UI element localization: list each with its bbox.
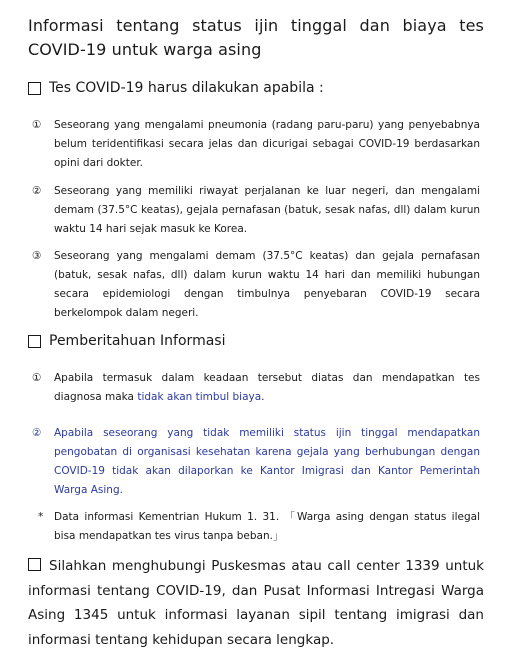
list-item (32, 116, 480, 173)
list-item-text: Seseorang yang memiliki riwayat perjalanan ke luar negeri, dan mengalami demam (37.5°C keatas), gejala pernafasan (batuk, sesak nafas, dll) dalam kurun waktu 14 hari sejak masuk ke Korea. (54, 185, 480, 235)
circled-number-2: ② (32, 185, 42, 197)
section-heading-information (28, 331, 225, 351)
list-item (32, 424, 480, 500)
section-heading-label: Tes COVID-19 harus dilakukan apabila : (49, 80, 324, 96)
list-item (32, 247, 480, 323)
checkbox-square-icon (28, 82, 41, 95)
free-of-charge-highlight: tidak akan timbul biaya (137, 391, 262, 403)
item-text-end: . (261, 391, 265, 403)
list-item (32, 369, 480, 407)
list-item (32, 182, 480, 239)
list-item-text: Apabila seseorang yang tidak memiliki status ijin tinggal mendapatkan pengobatan di organisasi kesehatan karena gejala yang berhubungan dengan COVID-19 tidak akan dilaporkan ke Kantor Imigrasi dan Kantor Pemerintah Warga Asing. (54, 427, 480, 496)
circled-number-1: ① (32, 119, 42, 131)
footnote-text: Data informasi Kementrian Hukum 1. 31. 「Warga asing dengan status ilegal bisa mendapatkan tes virus tanpa beban.」 (54, 511, 480, 542)
circled-number-3: ③ (32, 250, 42, 262)
list-item-text (54, 369, 480, 407)
contact-information (28, 554, 484, 652)
list-item-text: Seseorang yang mengalami demam (37.5°C keatas) dan gejala pernafasan (batuk, sesak nafas, dll) dalam kurun waktu 14 hari dan memiliki hubungan secara epidemiologi dengan timbulnya penyebaran COVID-19 secara berkelompok dalam negeri. (54, 250, 480, 319)
circled-number-2: ② (32, 427, 42, 439)
contact-text: Silahkan menghubungi Puskesmas atau call center 1339 untuk informasi tentang COVID-19, dan Pusat Informasi Intregasi Warga Asing 1345 untuk informasi layanan sipil tentang imigrasi dan informasi tentang kehidupan secara lengkap. (28, 558, 484, 648)
circled-number-1: ① (32, 372, 42, 384)
list-item-text: Seseorang yang mengalami pneumonia (radang paru-paru) yang penyebabnya belum teridentifikasi secara jelas dan dicurigai sebagai COVID-19 berdasarkan opini dari dokter. (54, 119, 480, 169)
checkbox-square-icon (28, 558, 41, 571)
asterisk-mark: * (38, 511, 44, 523)
footnote (38, 508, 480, 546)
section-heading-test-criteria (28, 78, 324, 98)
item-text-plain: Apabila termasuk dalam keadaan tersebut diatas dan mendapatkan tes diagnosa maka (54, 372, 480, 403)
checkbox-square-icon (28, 335, 41, 348)
page-title: Informasi tentang status ijin tinggal dan biaya tes COVID-19 untuk warga asing (28, 16, 484, 59)
section-heading-label: Pemberitahuan Informasi (49, 333, 226, 349)
